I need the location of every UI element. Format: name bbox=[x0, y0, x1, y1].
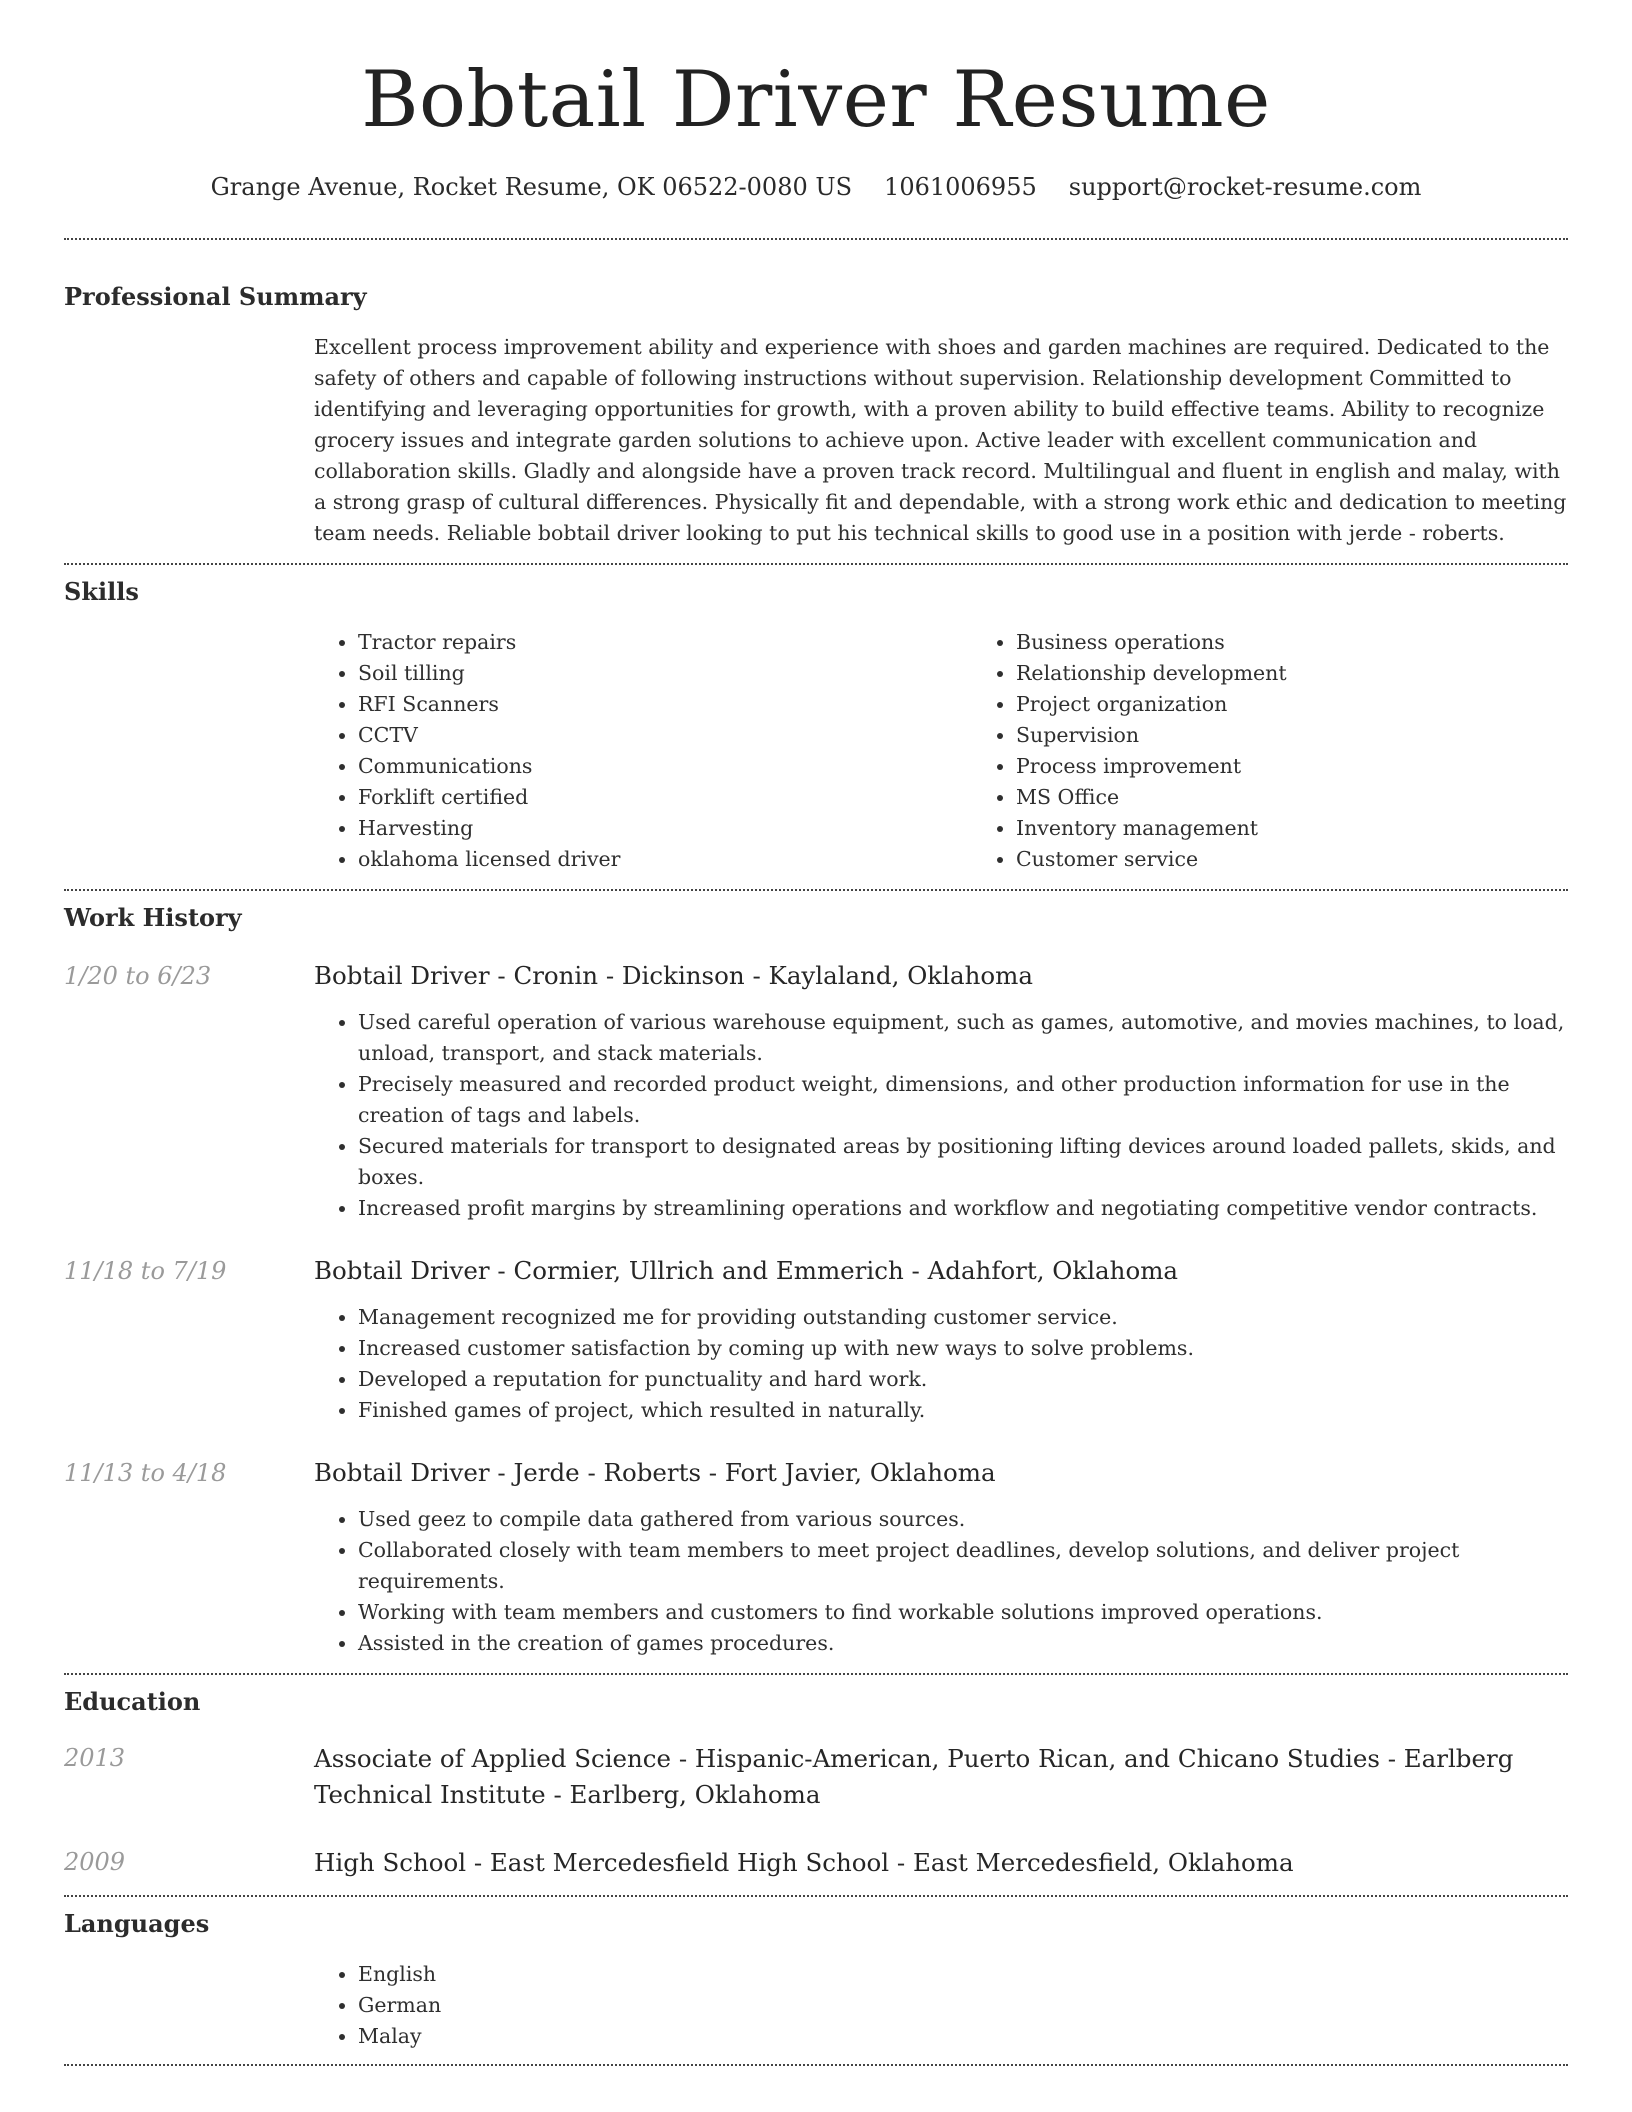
skill-item: • Supervision bbox=[1016, 720, 1630, 751]
skill-item: • Customer service bbox=[1016, 844, 1630, 875]
job-bullets bbox=[314, 1504, 1568, 1659]
skill-item: • MS Office bbox=[1016, 782, 1630, 813]
job-bullet: • Secured materials for transport to designated areas by positioning lifting devices around loaded pallets, skids, and boxes. bbox=[358, 1131, 1568, 1193]
job-bullet: • Management recognized me for providing outstanding customer service. bbox=[358, 1302, 1568, 1333]
skill-item: • Soil tilling bbox=[358, 658, 972, 689]
job-dates: 1/20 to 6/23 bbox=[64, 962, 212, 990]
skill-item: • Project organization bbox=[1016, 689, 1630, 720]
language-item: • Malay bbox=[358, 2021, 1568, 2052]
job-bullets bbox=[314, 1007, 1568, 1224]
job-entry bbox=[64, 1254, 1568, 1426]
job-bullets bbox=[314, 1302, 1568, 1426]
summary-heading: Professional Summary bbox=[64, 282, 367, 311]
work-heading: Work History bbox=[64, 903, 242, 932]
skill-item: • Business operations bbox=[1016, 627, 1630, 658]
job-title: Bobtail Driver - Cronin - Dickinson - Kaylaland, Oklahoma bbox=[314, 961, 1033, 990]
job-bullet: • Precisely measured and recorded product weight, dimensions, and other production information for use in the creation of tags and labels. bbox=[358, 1069, 1568, 1131]
skill-item: • Inventory management bbox=[1016, 813, 1630, 844]
contact-line bbox=[64, 172, 1568, 202]
job-title: Bobtail Driver - Cormier, Ullrich and Emmerich - Adahfort, Oklahoma bbox=[314, 1256, 1179, 1285]
language-item: • English bbox=[358, 1959, 1568, 1990]
job-title: Bobtail Driver - Jerde - Roberts - Fort Javier, Oklahoma bbox=[314, 1458, 996, 1487]
summary-text: Excellent process improvement ability and experience with shoes and garden machines are required. Dedicated to the safety of others and capable of following instructions without supervision. Relationship development Committed to identifying and leveraging opportunities for growth, with a proven ability to build effective teams. Ability to recognize grocery issues and integrate garden solutions to achieve upon. Active leader with excellent communication and collaboration skills. Gladly and alongside have a proven track record. Multilingual and fluent in english and malay, with a strong grasp of cultural differences. Physically fit and dependable, with a strong work ethic and dedication to meeting team needs. Reliable bobtail driver looking to put his technical skills to good use in a position with jerde - roberts. bbox=[314, 335, 1567, 545]
contact-email[interactable]: support@rocket-resume.com bbox=[1068, 173, 1422, 201]
education-year: 2013 bbox=[64, 1744, 126, 1772]
job-dates: 11/18 to 7/19 bbox=[64, 1257, 227, 1285]
education-entry bbox=[64, 1741, 1568, 1813]
job-bullet: • Collaborated closely with team members to meet project deadlines, develop solutions, and deliver project requirements. bbox=[358, 1535, 1568, 1597]
skill-item: • Process improvement bbox=[1016, 751, 1630, 782]
job-bullet: • Used geez to compile data gathered from various sources. bbox=[358, 1504, 1568, 1535]
job-entry bbox=[64, 1456, 1568, 1659]
education-heading: Education bbox=[64, 1687, 201, 1716]
skill-item: • Communications bbox=[358, 751, 972, 782]
skill-item: • Forklift certified bbox=[358, 782, 972, 813]
job-dates: 11/13 to 4/18 bbox=[64, 1459, 227, 1487]
languages-section bbox=[64, 1897, 1568, 2052]
skill-item: • Harvesting bbox=[358, 813, 972, 844]
language-item: • German bbox=[358, 1990, 1568, 2021]
skill-item: • Relationship development bbox=[1016, 658, 1630, 689]
job-bullet: • Working with team members and customers to find workable solutions improved operations. bbox=[358, 1597, 1568, 1628]
contact-phone: 1061006955 bbox=[884, 173, 1037, 201]
skill-item: • CCTV bbox=[358, 720, 972, 751]
job-bullet: • Increased customer satisfaction by coming up with new ways to solve problems. bbox=[358, 1333, 1568, 1364]
languages-heading: Languages bbox=[64, 1909, 210, 1938]
education-title: Associate of Applied Science - Hispanic-American, Puerto Rican, and Chicano Studies - Earlberg Technical Institute - Earlberg, Oklahoma bbox=[314, 1744, 1514, 1809]
divider bbox=[64, 2064, 1568, 2066]
skill-item: • Tractor repairs bbox=[358, 627, 972, 658]
education-title: High School - East Mercedesfield High School - East Mercedesfield, Oklahoma bbox=[314, 1848, 1294, 1877]
education-year: 2009 bbox=[64, 1848, 126, 1876]
job-bullet: • Assisted in the creation of games procedures. bbox=[358, 1628, 1568, 1659]
job-entry bbox=[64, 959, 1568, 1224]
work-section bbox=[64, 891, 1568, 1659]
education-entry bbox=[64, 1845, 1568, 1881]
skills-section bbox=[64, 565, 1568, 875]
job-bullet: • Developed a reputation for punctuality and hard work. bbox=[358, 1364, 1568, 1395]
resume-title: Bobtail Driver Resume bbox=[361, 55, 1271, 145]
skill-item: • oklahoma licensed driver bbox=[358, 844, 972, 875]
skills-list-left bbox=[314, 627, 972, 875]
summary-section bbox=[64, 240, 1568, 549]
job-bullet: • Used careful operation of various warehouse equipment, such as games, automotive, and movies machines, to load, unload, transport, and stack materials. bbox=[358, 1007, 1568, 1069]
job-bullet: • Finished games of project, which resulted in naturally. bbox=[358, 1395, 1568, 1426]
skills-list-right bbox=[972, 627, 1630, 875]
skill-item: • RFI Scanners bbox=[358, 689, 972, 720]
skills-heading: Skills bbox=[64, 577, 139, 606]
job-bullet: • Increased profit margins by streamlining operations and workflow and negotiating competitive vendor contracts. bbox=[358, 1193, 1568, 1224]
languages-list bbox=[314, 1959, 1568, 2052]
contact-address: Grange Avenue, Rocket Resume, OK 06522-0080 US bbox=[210, 173, 853, 201]
education-section bbox=[64, 1675, 1568, 1881]
